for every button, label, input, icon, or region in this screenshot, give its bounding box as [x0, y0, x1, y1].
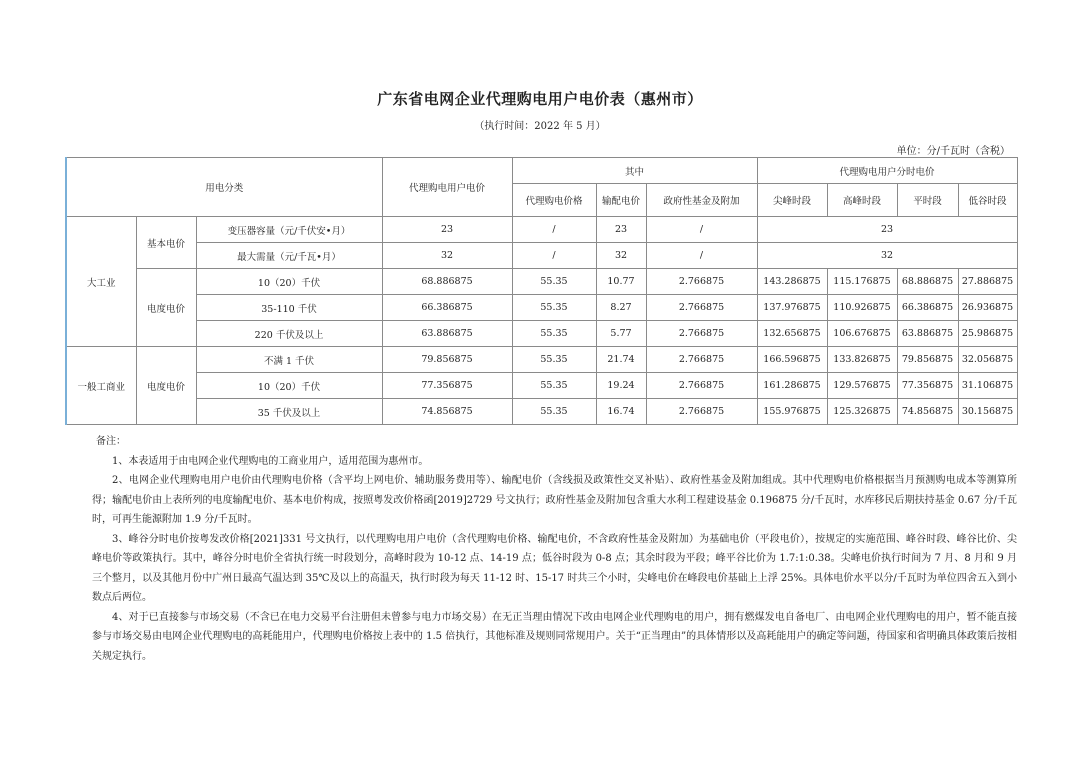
- table-row: [66, 269, 1017, 295]
- agent-price-cell: 74.856875: [382, 399, 512, 425]
- header-transmission-price: 输配电价: [596, 184, 646, 217]
- transmission-price-cell: 23: [596, 217, 646, 243]
- table-row: [66, 373, 1017, 399]
- category-large-industry: 大工业: [66, 217, 136, 347]
- item-label: 220 千伏及以上: [196, 321, 382, 347]
- header-tou-group: 代理购电用户分时电价: [757, 158, 1017, 184]
- table-row: [66, 399, 1017, 425]
- gov-fund-cell: /: [646, 217, 757, 243]
- purchase-price-cell: 55.35: [512, 321, 596, 347]
- valley-cell: 25.986875: [958, 321, 1017, 347]
- subcategory-energy-price: 电度电价: [136, 269, 196, 347]
- unit-label: 单位：分/千瓦时（含税）: [896, 146, 1010, 157]
- peak-cell: 106.676875: [827, 321, 897, 347]
- sharp-peak-cell: 143.286875: [757, 269, 827, 295]
- note-item: 1、本表适用于由电网企业代理购电的工商业用户，适用范围为惠州市。: [112, 455, 429, 467]
- purchase-price-cell: /: [512, 243, 596, 269]
- transmission-price-cell: 19.24: [596, 373, 646, 399]
- notes-heading: 备注：: [96, 436, 126, 447]
- purchase-price-cell: /: [512, 217, 596, 243]
- flat-cell: 68.886875: [897, 269, 958, 295]
- valley-cell: 32.056875: [958, 347, 1017, 373]
- subcategory-basic-price: 基本电价: [136, 217, 196, 269]
- flat-cell: 63.886875: [897, 321, 958, 347]
- valley-cell: 31.106875: [958, 373, 1017, 399]
- header-sharp-peak: 尖峰时段: [757, 184, 827, 217]
- purchase-price-cell: 55.35: [512, 373, 596, 399]
- item-label: 35 千伏及以上: [196, 399, 382, 425]
- gov-fund-cell: 2.766875: [646, 373, 757, 399]
- gov-fund-cell: 2.766875: [646, 399, 757, 425]
- price-table: [65, 157, 1018, 425]
- document-title: 广东省电网企业代理购电用户电价表（惠州市）: [377, 90, 703, 108]
- tou-merged-cell: 23: [757, 217, 1017, 243]
- sharp-peak-cell: 166.596875: [757, 347, 827, 373]
- item-label: 10（20）千伏: [196, 373, 382, 399]
- flat-cell: 66.386875: [897, 295, 958, 321]
- note-item: 2、电网企业代理购电用户电价由代理购电价格（含平均上网电价、辅助服务费用等）、输配电价（含线损及政策性交叉补贴）、政府性基金及附加组成。其中代理购电价格根据当月预测购电成本等测算所得；输配电价由上表所列的电度输配电价、基本电价构成，按照粤发改价格函[2019]2729 号文执行；政府性基金及附加包含重大水利工程建设基金 0.196875 分/千瓦时，水库移民后期扶持基金 0.67 分/千瓦时，可再生能源附加 1.9 分/千瓦时。: [92, 475, 1017, 525]
- header-category: 用电分类: [66, 158, 382, 217]
- header-peak: 高峰时段: [827, 184, 897, 217]
- sharp-peak-cell: 161.286875: [757, 373, 827, 399]
- table-row: [66, 347, 1017, 373]
- transmission-price-cell: 10.77: [596, 269, 646, 295]
- agent-price-cell: 68.886875: [382, 269, 512, 295]
- agent-price-cell: 77.356875: [382, 373, 512, 399]
- flat-cell: 77.356875: [897, 373, 958, 399]
- sharp-peak-cell: 132.656875: [757, 321, 827, 347]
- agent-price-cell: 63.886875: [382, 321, 512, 347]
- header-of-which: 其中: [512, 158, 757, 184]
- valley-cell: 27.886875: [958, 269, 1017, 295]
- agent-price-cell: 66.386875: [382, 295, 512, 321]
- note-item: 4、对于已直接参与市场交易（不含已在电力交易平台注册但未曾参与电力市场交易）在无正当理由情况下改由电网企业代理购电的用户，拥有燃煤发电自备电厂、由电网企业代理购电的用户，暂不能直接参与市场交易由电网企业代理购电的高耗能用户，代理购电价格按上表中的 1.5 倍执行，其他标准及规则同常规用户。关于“正当理由”的具体情形以及高耗能用户的确定等问题，待国家和省明确具体政策后按相关规定执行。: [92, 611, 1017, 662]
- gov-fund-cell: /: [646, 243, 757, 269]
- item-label: 10（20）千伏: [196, 269, 382, 295]
- valley-cell: 26.936875: [958, 295, 1017, 321]
- sharp-peak-cell: 137.976875: [757, 295, 827, 321]
- header-agent-price: 代理购电用户电价: [382, 158, 512, 217]
- gov-fund-cell: 2.766875: [646, 295, 757, 321]
- transmission-price-cell: 8.27: [596, 295, 646, 321]
- peak-cell: 110.926875: [827, 295, 897, 321]
- transmission-price-cell: 32: [596, 243, 646, 269]
- flat-cell: 74.856875: [897, 399, 958, 425]
- note-item: 3、峰谷分时电价按粤发改价格[2021]331 号文执行，以代理购电用户电价（含代理购电价格、输配电价，不含政府性基金及附加）为基础电价（平段电价），按规定的实施范围、峰谷时段、峰谷比价、尖峰电价等政策执行。其中，峰谷分时电价全省执行统一时段划分，高峰时段为 10-12 点、14-19 点；低谷时段为 0-8 点；其余时段为平段；峰平谷比价为 1.7:1:0.38。尖峰电价执行时间为 7 月、8 月和 9 月三个整月，以及其他月份中广州日最高气温达到 35℃及以上的高温天，执行时段为每天 11-12 时、15-17 时共三个小时，尖峰电价在峰段电价基础上上浮 25%。具体电价水平以分/千瓦时为单位四舍五入到小数点后两位。: [92, 533, 1017, 603]
- item-label: 变压器容量（元/千伏安•月）: [196, 217, 382, 243]
- notes-section: [92, 432, 1017, 666]
- gov-fund-cell: 2.766875: [646, 269, 757, 295]
- document-subtitle: （执行时间：2022 年 5 月）: [474, 121, 606, 132]
- header-valley: 低谷时段: [958, 184, 1017, 217]
- purchase-price-cell: 55.35: [512, 269, 596, 295]
- peak-cell: 133.826875: [827, 347, 897, 373]
- table-row: [66, 243, 1017, 269]
- transmission-price-cell: 21.74: [596, 347, 646, 373]
- gov-fund-cell: 2.766875: [646, 347, 757, 373]
- sharp-peak-cell: 155.976875: [757, 399, 827, 425]
- table-row: [66, 321, 1017, 347]
- agent-price-cell: 79.856875: [382, 347, 512, 373]
- valley-cell: 30.156875: [958, 399, 1017, 425]
- purchase-price-cell: 55.35: [512, 399, 596, 425]
- purchase-price-cell: 55.35: [512, 295, 596, 321]
- peak-cell: 115.176875: [827, 269, 897, 295]
- header-flat: 平时段: [897, 184, 958, 217]
- peak-cell: 129.576875: [827, 373, 897, 399]
- subcategory-energy-price: 电度电价: [136, 347, 196, 425]
- category-general-commercial: 一般工商业: [66, 347, 136, 425]
- item-label: 不满 1 千伏: [196, 347, 382, 373]
- table-row: [66, 295, 1017, 321]
- purchase-price-cell: 55.35: [512, 347, 596, 373]
- agent-price-cell: 32: [382, 243, 512, 269]
- flat-cell: 79.856875: [897, 347, 958, 373]
- table-row: [66, 217, 1017, 243]
- tou-merged-cell: 32: [757, 243, 1017, 269]
- item-label: 最大需量（元/千瓦•月）: [196, 243, 382, 269]
- header-purchase-price: 代理购电价格: [512, 184, 596, 217]
- transmission-price-cell: 16.74: [596, 399, 646, 425]
- gov-fund-cell: 2.766875: [646, 321, 757, 347]
- peak-cell: 125.326875: [827, 399, 897, 425]
- table-header-row: [66, 158, 1017, 184]
- transmission-price-cell: 5.77: [596, 321, 646, 347]
- item-label: 35-110 千伏: [196, 295, 382, 321]
- agent-price-cell: 23: [382, 217, 512, 243]
- header-gov-fund: 政府性基金及附加: [646, 184, 757, 217]
